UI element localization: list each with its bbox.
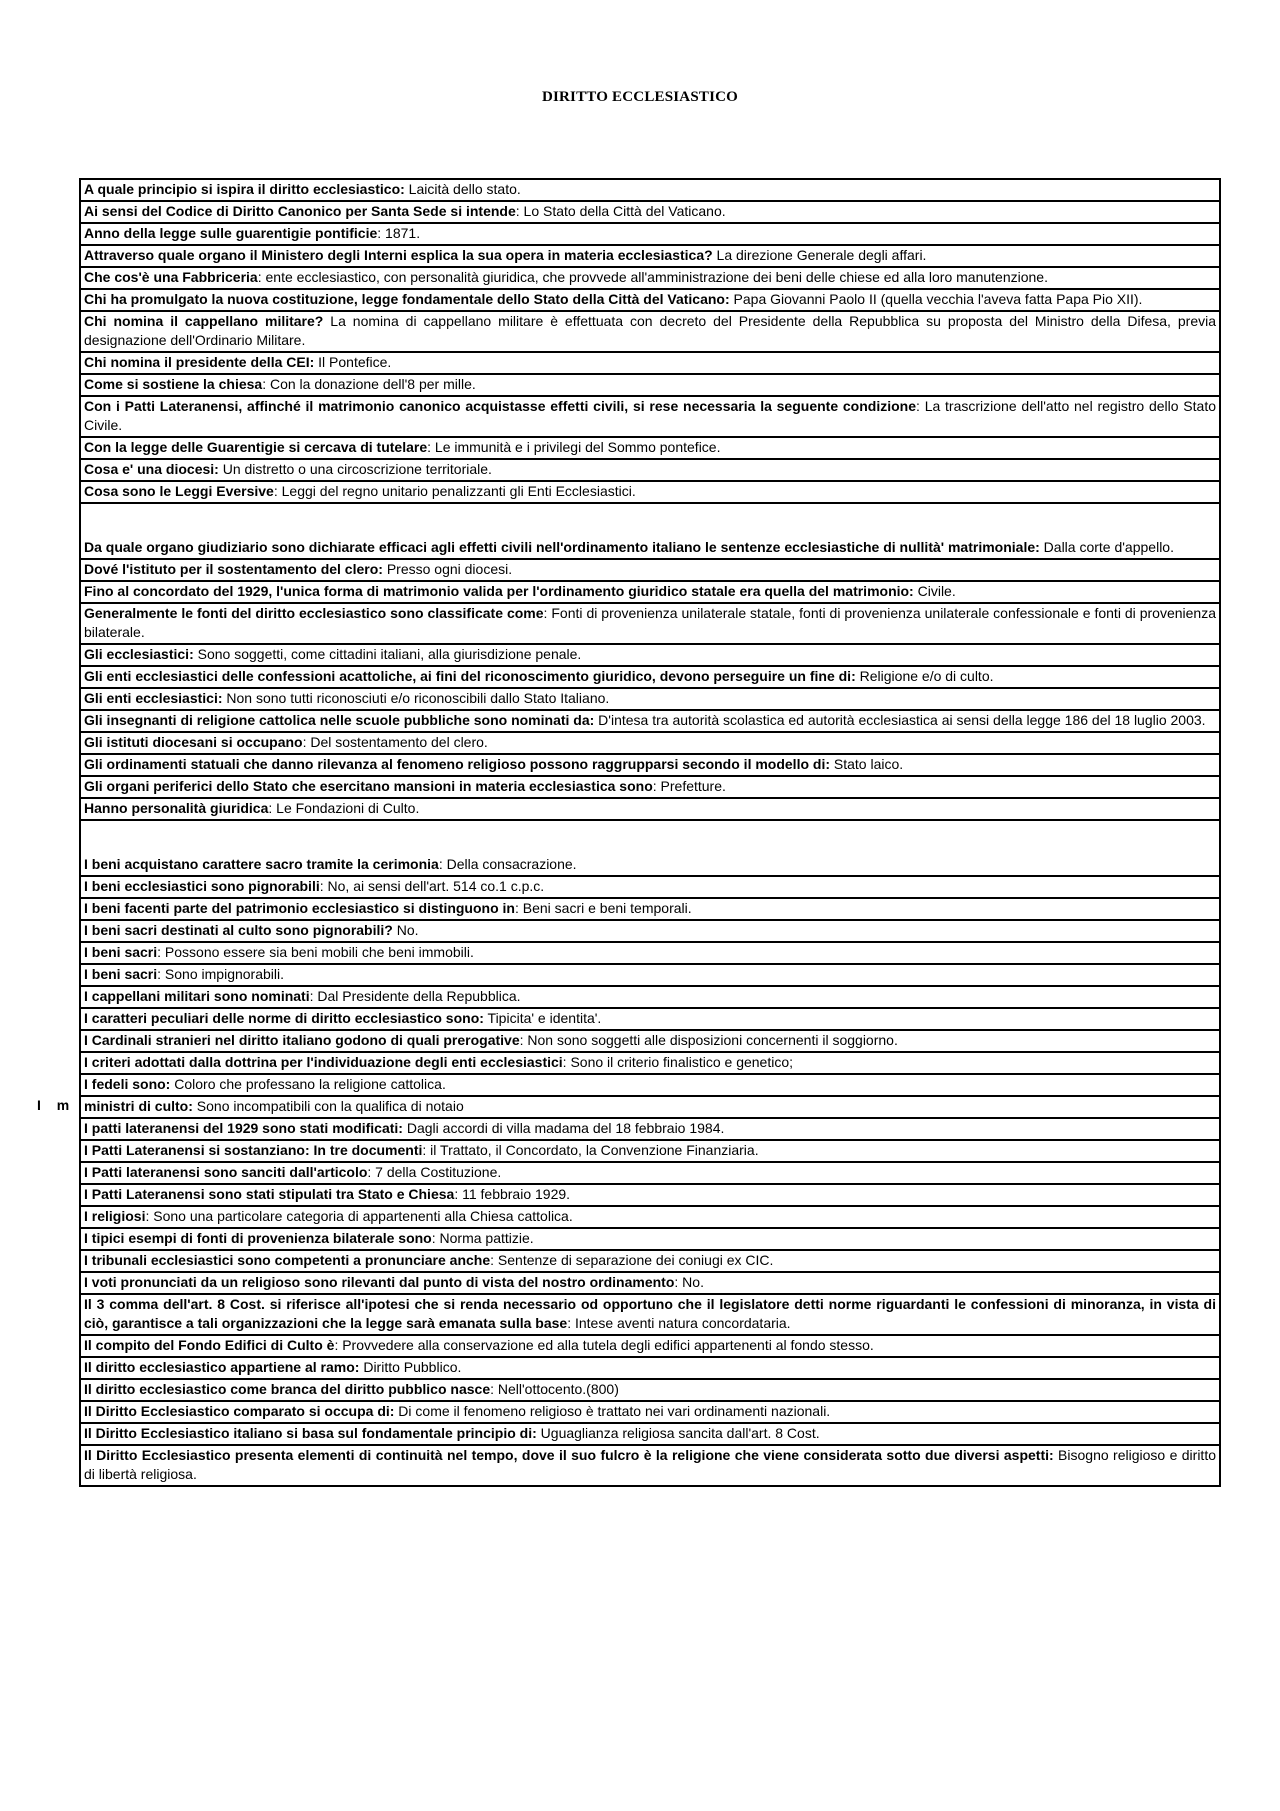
answer-text: La direzione Generale degli affari. (712, 247, 927, 263)
answer-text: Bisogno religioso e diritto di libertà religiosa. (84, 1447, 1216, 1482)
qa-row (81, 246, 1219, 268)
answer-text: : Possono essere sia beni mobili che beni immobili. (157, 944, 474, 960)
question-text: Cosa e' una diocesi: (84, 461, 219, 477)
qa-row (81, 755, 1219, 777)
answer-text: : Norma pattizie. (431, 1230, 534, 1246)
answer-text: : Della consacrazione. (438, 856, 577, 872)
answer-text: : Prefetture. (652, 778, 726, 794)
qa-row (81, 1185, 1219, 1207)
question-text: I Cardinali stranieri nel diritto italiano godono di quali prerogative (84, 1032, 520, 1048)
qa-row (81, 1207, 1219, 1229)
qa-row (81, 821, 1219, 877)
question-text: I beni sacri (84, 944, 158, 960)
answer-text: Laicità dello stato. (404, 181, 521, 197)
qa-row (81, 711, 1219, 733)
question-text: I tipici esempi di fonti di provenienza bilaterale sono (84, 1230, 432, 1246)
answer-text: : Sentenze di separazione dei coniugi ex CIC. (490, 1252, 774, 1268)
qa-row (81, 482, 1219, 504)
question-text: I beni acquistano carattere sacro tramite la cerimonia (84, 856, 439, 872)
qa-row (81, 777, 1219, 799)
answer-text: : Dal Presidente della Repubblica. (309, 988, 521, 1004)
answer-text: Presso ogni diocesi. (382, 561, 513, 577)
answer-text: : Leggi del regno unitario penalizzanti gli Enti Ecclesiastici. (273, 483, 636, 499)
answer-text: : Sono il criterio finalistico e genetico; (562, 1054, 794, 1070)
answer-text: Religione e/o di culto. (855, 668, 994, 684)
answer-text: La nomina di cappellano militare è effettuata con decreto del Presidente della Repubblica su proposta del Ministro della Difesa, previa designazione dell'Ordinario Militare. (84, 313, 1217, 348)
qa-row (81, 1380, 1219, 1402)
qa-row (81, 1402, 1219, 1424)
question-text: I Patti Lateranensi sono stati stipulati tra Stato e Chiesa (84, 1186, 455, 1202)
answer-text: Dagli accordi di villa madama del 18 febbraio 1984. (402, 1120, 725, 1136)
answer-text: Un distretto o una circoscrizione territoriale. (218, 461, 492, 477)
qa-row (81, 1336, 1219, 1358)
question-text: I beni facenti parte del patrimonio ecclesiastico si distinguono in (84, 900, 515, 916)
answer-text: : Nell'ottocento.(800) (490, 1381, 619, 1397)
answer-text: Civile. (913, 583, 956, 599)
answer-text: Sono soggetti, come cittadini italiani, alla giurisdizione penale. (193, 646, 582, 662)
question-text: I patti lateranensi del 1929 sono stati modificati: (84, 1120, 403, 1136)
question-text: Con la legge delle Guarentigie si cercava di tutelare (84, 439, 428, 455)
qa-row (81, 1446, 1219, 1485)
question-text: Chi nomina il presidente della CEI: (84, 354, 315, 370)
question-text: Gli enti ecclesiastici: (84, 690, 223, 706)
question-text: Il diritto ecclesiastico appartiene al ramo: (84, 1359, 360, 1375)
qa-row (81, 560, 1219, 582)
answer-text: Di come il fenomeno religioso è trattato nei vari ordinamenti nazionali. (394, 1403, 831, 1419)
answer-text: : Sono impignorabili. (157, 966, 285, 982)
answer-text: : Fonti di provenienza unilaterale statale, fonti di provenienza unilaterale confessionale e fonti di provenienza bilaterale. (84, 605, 1217, 640)
question-text: I beni ecclesiastici sono pignorabili (84, 878, 320, 894)
answer-text: : Con la donazione dell'8 per mille. (262, 376, 476, 392)
question-text: Gli ecclesiastici: (84, 646, 194, 662)
answer-text: : No, ai sensi dell'art. 514 co.1 c.p.c. (319, 878, 545, 894)
qa-row (81, 1119, 1219, 1141)
qa-row (81, 504, 1219, 560)
answer-text: Uguaglianza religiosa sancita dall'art. 8 Cost. (536, 1425, 820, 1441)
answer-text: Papa Giovanni Paolo II (quella vecchia l'aveva fatta Papa Pio XII). (729, 291, 1143, 307)
answer-text: : Provvedere alla conservazione ed alla tutela degli edifici appartenenti al fondo stesso. (334, 1337, 874, 1353)
qa-row (81, 268, 1219, 290)
question-text: Gli organi periferici dello Stato che esercitano mansioni in materia ecclesiastica sono (84, 778, 653, 794)
question-text: Con i Patti Lateranensi, affinché il matrimonio canonico acquistasse effetti civili, si rese necessaria la seguente condizione (84, 398, 917, 414)
qa-row (81, 877, 1219, 899)
qa-row (81, 899, 1219, 921)
question-text: Da quale organo giudiziario sono dichiarate efficaci agli effetti civili nell'ordinamento italiano le sentenze ecclesiastiche di nullità' matrimoniale: (84, 539, 1040, 555)
qa-row (81, 921, 1219, 943)
question-text: I cappellani militari sono nominati (84, 988, 310, 1004)
answer-text: : Le immunità e i privilegi del Sommo pontefice. (427, 439, 721, 455)
answer-text: No. (392, 922, 419, 938)
qa-row (81, 290, 1219, 312)
qa-row (81, 1273, 1219, 1295)
question-text: I beni sacri (84, 966, 158, 982)
question-text: A quale principio si ispira il diritto ecclesiastico: (84, 181, 405, 197)
qa-row (81, 1053, 1219, 1075)
answer-text: : Non sono soggetti alle disposizioni concernenti il soggiorno. (519, 1032, 898, 1048)
question-text: Chi ha promulgato la nuova costituzione, legge fondamentale dello Stato della Città del Vaticano: (84, 291, 730, 307)
answer-text: Diritto Pubblico. (359, 1359, 462, 1375)
qa-row (81, 1075, 1219, 1097)
qa-row (81, 667, 1219, 689)
question-text: I tribunali ecclesiastici sono competenti a pronunciare anche (84, 1252, 491, 1268)
qa-row (81, 397, 1219, 438)
question-text: Anno della legge sulle guarentigie pontificie (84, 225, 378, 241)
qa-row (81, 460, 1219, 482)
answer-text: : il Trattato, il Concordato, la Convenzione Finanziaria. (422, 1142, 759, 1158)
qa-row (81, 1097, 1219, 1119)
answer-text: D'intesa tra autorità scolastica ed autorità ecclesiastica ai sensi della legge 186 del 18 luglio 2003. (594, 712, 1206, 728)
question-text: I Patti lateranensi sono sanciti dall'articolo (84, 1164, 368, 1180)
qa-row (81, 799, 1219, 821)
qa-row (81, 645, 1219, 667)
qa-row (81, 987, 1219, 1009)
answer-text: Coloro che professano la religione cattolica. (170, 1076, 446, 1092)
question-text: Generalmente le fonti del diritto ecclesiastico sono classificate come (84, 605, 544, 621)
answer-text: : Sono una particolare categoria di appartenenti alla Chiesa cattolica. (145, 1208, 573, 1224)
qa-row (81, 1009, 1219, 1031)
question-text: I fedeli sono: (84, 1076, 171, 1092)
question-text: Gli insegnanti di religione cattolica nelle scuole pubbliche sono nominati da: (84, 712, 595, 728)
question-text: Gli ordinamenti statuali che danno rilevanza al fenomeno religioso possono raggrupparsi secondo il modello di: (84, 756, 831, 772)
answer-text: : Intese aventi natura concordataria. (567, 1315, 791, 1331)
qa-row (81, 582, 1219, 604)
qa-row (81, 733, 1219, 755)
qa-row (81, 180, 1219, 202)
question-text: Chi nomina il cappellano militare? (84, 313, 324, 329)
qa-row (81, 1141, 1219, 1163)
qa-row (81, 312, 1219, 353)
question-text: Attraverso quale organo il Ministero degli Interni esplica la sua opera in materia ecclesiastica? (84, 247, 713, 263)
qa-row (81, 353, 1219, 375)
qa-row (81, 438, 1219, 460)
margin-mark: I m (37, 1097, 76, 1113)
answer-text: : Le Fondazioni di Culto. (268, 800, 420, 816)
qa-row (81, 1251, 1219, 1273)
qa-row (81, 965, 1219, 987)
answer-text: Stato laico. (830, 756, 904, 772)
qa-table (79, 178, 1221, 1487)
answer-text: Dalla corte d'appello. (1039, 539, 1174, 555)
answer-text: : 7 della Costituzione. (367, 1164, 502, 1180)
question-text: Fino al concordato del 1929, l'unica forma di matrimonio valida per l'ordinamento giuridico statale era quella del matrimonio: (84, 583, 914, 599)
question-text: Che cos'è una Fabbriceria (84, 269, 258, 285)
answer-text: : ente ecclesiastico, con personalità giuridica, che provvede all'amministrazione dei beni delle chiese ed alla loro manutenzione. (257, 269, 1048, 285)
answer-text: : Del sostentamento del clero. (302, 734, 488, 750)
qa-row (81, 1163, 1219, 1185)
question-text: Il diritto ecclesiastico come branca del diritto pubblico nasce (84, 1381, 491, 1397)
question-text: Il 3 comma dell'art. 8 Cost. si riferisce all'ipotesi che si renda necessario od opportuno che il legislatore detti norme riguardanti le confessioni di minoranza, in vista di ciò, garantisce a tali organizzazioni che la legge sarà emanata sulla base (84, 1296, 1216, 1331)
question-text: Come si sostiene la chiesa (84, 376, 263, 392)
qa-row (81, 375, 1219, 397)
qa-row (81, 224, 1219, 246)
question-text: ministri di culto: (84, 1098, 193, 1114)
question-text: Gli enti ecclesiastici delle confessioni acattoliche, ai fini del riconoscimento giuridico, devono perseguire un fine di: (84, 668, 856, 684)
question-text: Cosa sono le Leggi Eversive (84, 483, 274, 499)
answer-text: : 11 febbraio 1929. (454, 1186, 571, 1202)
question-text: I Patti Lateranensi si sostanziano: In tre documenti (84, 1142, 423, 1158)
question-text: I criteri adottati dalla dottrina per l'individuazione degli enti ecclesiastici (84, 1054, 563, 1070)
question-text: Il compito del Fondo Edifici di Culto è (84, 1337, 335, 1353)
qa-row (81, 1229, 1219, 1251)
question-text: I religiosi (84, 1208, 146, 1224)
answer-text: Tipicita' e identita'. (483, 1010, 602, 1026)
answer-text: Non sono tutti riconosciuti e/o riconoscibili dallo Stato Italiano. (222, 690, 610, 706)
qa-row (81, 1295, 1219, 1336)
question-text: Il Diritto Ecclesiastico comparato si occupa di: (84, 1403, 395, 1419)
answer-text: Sono incompatibili con la qualifica di notaio (192, 1098, 464, 1114)
answer-text: : No. (674, 1274, 704, 1290)
answer-text: Il Pontefice. (314, 354, 392, 370)
answer-text: : Beni sacri e beni temporali. (514, 900, 692, 916)
qa-row (81, 604, 1219, 645)
qa-row (81, 1031, 1219, 1053)
question-text: Ai sensi del Codice di Diritto Canonico per Santa Sede si intende (84, 203, 516, 219)
question-text: I caratteri peculiari delle norme di diritto ecclesiastico sono: (84, 1010, 484, 1026)
qa-row (81, 1358, 1219, 1380)
question-text: Dové l'istituto per il sostentamento del clero: (84, 561, 383, 577)
qa-row (81, 202, 1219, 224)
document-title: DIRITTO ECCLESIASTICO (541, 89, 739, 105)
question-text: I beni sacri destinati al culto sono pignorabili? (84, 922, 393, 938)
qa-row (81, 1424, 1219, 1446)
answer-text: : 1871. (377, 225, 421, 241)
answer-text: : La trascrizione dell'atto nel registro dello Stato Civile. (84, 398, 1216, 433)
question-text: Il Diritto Ecclesiastico italiano si basa sul fondamentale principio di: (84, 1425, 537, 1441)
question-text: Gli istituti diocesani si occupano (84, 734, 303, 750)
qa-row (81, 943, 1219, 965)
question-text: Il Diritto Ecclesiastico presenta elementi di continuità nel tempo, dove il suo fulcro è la religione che viene considerata sotto due diversi aspetti: (84, 1447, 1054, 1463)
question-text: I voti pronunciati da un religioso sono rilevanti dal punto di vista del nostro ordinamento (84, 1274, 675, 1290)
qa-row (81, 689, 1219, 711)
question-text: Hanno personalità giuridica (84, 800, 269, 816)
answer-text: : Lo Stato della Città del Vaticano. (515, 203, 726, 219)
